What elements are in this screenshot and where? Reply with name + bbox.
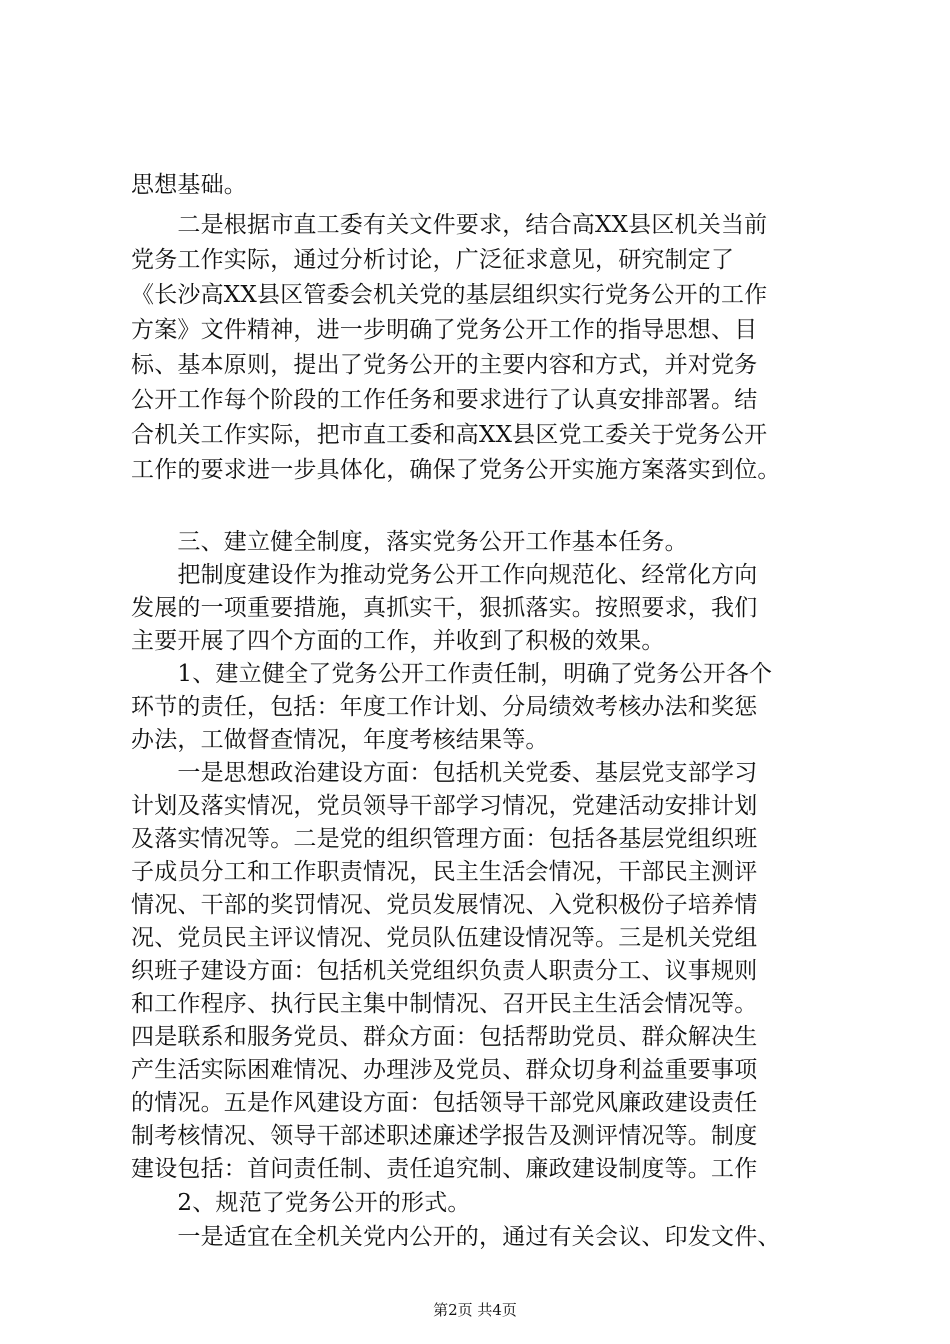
text-line-29: 建设包括：首问责任制、责任追究制、廉政建设制度等。工作 (131, 1156, 758, 1182)
text-line-3: 党务工作实际，通过分析讨论，广泛征求意见，研究制定了 (131, 247, 735, 273)
text-line-14: 1、建立健全了党务公开工作责任制，明确了党务公开各个 (131, 661, 773, 687)
text-line-24: 和工作程序、执行民主集中制情况、召开民主生活会情况等。 (131, 991, 758, 1017)
text-line-23: 织班子建设方面：包括机关党组织负责人职责分工、议事规则 (131, 958, 758, 984)
text-line-1: 思想基础。 (131, 172, 247, 198)
text-line-13: 主要开展了四个方面的工作，并收到了积极的效果。 (131, 628, 665, 654)
text-line-22: 况、党员民主评议情况、党员队伍建设情况等。三是机关党组 (131, 925, 758, 951)
text-line-9: 工作的要求进一步具体化，确保了党务公开实施方案落实到位。 (131, 457, 781, 483)
text-line-20: 子成员分工和工作职责情况，民主生活会情况，干部民主测评 (131, 859, 758, 885)
text-line-18: 计划及落实情况，党员领导干部学习情况，党建活动安排计划 (131, 793, 758, 819)
page-footer: 第2页 共4页 (433, 1301, 517, 1319)
text-line-27: 的情况。五是作风建设方面：包括领导干部党风廉政建设责任 (131, 1090, 758, 1116)
text-line-12: 发展的一项重要措施，真抓实干，狠抓落实。按照要求，我们 (131, 595, 758, 621)
text-line-16: 办法，工做督查情况，年度考核结果等。 (131, 727, 549, 753)
text-line-26: 产生活实际困难情况、办理涉及党员、群众切身利益重要事项 (131, 1057, 758, 1083)
text-line-6: 标、基本原则，提出了党务公开的主要内容和方式，并对党务 (131, 352, 758, 378)
text-line-4: 《长沙高XX县区管委会机关党的基层组织实行党务公开的工作 (131, 282, 768, 308)
text-line-7: 公开工作每个阶段的工作任务和要求进行了认真安排部署。结 (131, 387, 758, 413)
text-line-32: 一是适宜在全机关党内公开的，通过有关会议、印发文件、 (131, 1224, 781, 1250)
text-line-28: 制考核情况、领导干部述职述廉述学报告及测评情况等。制度 (131, 1123, 758, 1149)
text-line-2: 二是根据市直工委有关文件要求，结合高XX县区机关当前 (131, 212, 768, 238)
text-line-5: 方案》文件精神，进一步明确了党务公开工作的指导思想、目 (131, 317, 758, 343)
text-line-25: 四是联系和服务党员、群众方面：包括帮助党员、群众解决生 (131, 1024, 758, 1050)
text-line-21: 情况、干部的奖罚情况、党员发展情况、入党积极份子培养情 (131, 892, 758, 918)
text-line-31: 2、规范了党务公开的形式。 (131, 1190, 471, 1216)
text-line-17: 一是思想政治建设方面：包括机关党委、基层党支部学习 (131, 760, 758, 786)
text-line-8: 合机关工作实际，把市直工委和高XX县区党工委关于党务公开 (131, 422, 768, 448)
text-line-11: 把制度建设作为推动党务公开工作向规范化、经常化方向 (131, 562, 758, 588)
text-line-15: 环节的责任，包括：年度工作计划、分局绩效考核办法和奖惩 (131, 694, 758, 720)
section-heading-3: 三、建立健全制度，落实党务公开工作基本任务。 (131, 529, 688, 555)
text-line-19: 及落实情况等。二是党的组织管理方面：包括各基层党组织班 (131, 826, 758, 852)
